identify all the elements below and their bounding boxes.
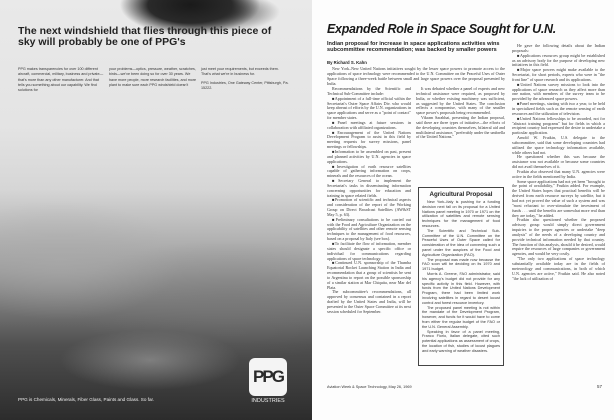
column-2 (416, 87, 505, 140)
byline: By Richard S. Kahn (327, 60, 367, 65)
paragraph: ■Panel meetings at future sessions in collaboration with affiliated organizations. (327, 119, 411, 130)
paragraph: The proposed panel meeting is not within the mandate of the Development Program, however, and funds for it would have to come from either the regular budget of the FAO or the U.N. General Assembly. (422, 305, 500, 329)
paragraph: New York–Italy is pushing for a funding decision next fall on its proposal for a United Nations panel meeting in 1970 or 1971 on the utilization of satellites and remote sensing techniques for the management of food resources. (422, 200, 500, 228)
paragraph: ■Appointment of a full-time official within the Secretariat's Outer Space Affairs Div. who would keep abreast of efforts by the U.N. organizations in space applications and serve as a "point of contact" for member states. (327, 95, 411, 121)
ad-text: just meet your requirements, but exceeds them. That's what we're in business for. (201, 67, 279, 77)
paragraph: ■Promotion of scientific and technical aspects and consideration of the report of the Working Group on Direct Broadcast Satellites (AW&ST May 5, p. 63). (327, 197, 411, 217)
paragraph: Frutkin also observed that many U.N. agencies were active in the fields mentioned by India. (512, 168, 605, 179)
paragraph: ■Investigation of earth resource satellites capable of gathering information on crops, minerals and the resources of the ocean. (327, 163, 411, 179)
lead-paragraph (327, 67, 505, 86)
column-3 (512, 44, 605, 281)
page-number: 57 (597, 384, 603, 389)
paragraph: ■Panel meetings, starting with two a year, to be held in specialized fields such as the remote sensing of earth resources and the utilization of television. (512, 101, 605, 116)
paragraph: Some space applications had not yet been "brought to the point of availability," Frutkin added. For example, the United States hopes that practical benefits will be derived from earth resource surveys by satellite, but it had not yet proved the value of such a system and was "most reluctant to over-stimulate the investment of funds . . . until the benefits are somewhat more real than they are today," he added. (512, 178, 605, 218)
ad-tagline: PPG is Chemicals, Minerals, Fiber Glass, Paints and Glass. So far. (18, 397, 155, 402)
column-1 (327, 87, 411, 315)
paragraph: ■Encouragement of the United Nations Development Program to assist in this field by meeting requests for survey missions, panel meetings or fellowships. (327, 129, 411, 150)
paragraph: It was debated whether a panel of experts and new technical assistance were required, as proposed by India, or whether existing machinery was sufficient, as suggested by the United States. The conclusion reflects a compromise, with many of the smaller space power's proposals being recommended. (416, 86, 505, 116)
ppg-logo-word: INDUSTRIES (251, 398, 285, 404)
ad-column-3 (201, 67, 289, 94)
paragraph: Recommendations by the Scientific and Technical Sub-Committee include: (327, 86, 411, 96)
paragraph: ■Major space powers might make available to the Secretariat, for short periods, experts who were in "the front line" of space research and its applications. (512, 67, 605, 82)
paragraph: Vikram Sarabhai, presenting the Indian proposal, said there are three types of initiative—the efforts of the developing countries themselves, bilateral aid and multilateral assistance, "preferably under the umbrella of the United Nations." (416, 115, 505, 140)
article-page (312, 0, 614, 420)
sidebar-title: Agricultural Proposal (429, 191, 493, 198)
agricultural-proposal-sidebar (418, 187, 504, 366)
paragraph: Speaking in favor of a panel meeting, Franco Fiorio, Italian delegate, cited such potential applications as assessment of crops, the location of fish, studies of locust plagues and early warning of weather disasters. (422, 329, 500, 353)
ad-text: PPG makes transparencies for over 100 different aircraft, commercial, military, business and private—that's more than any other manufacturer. And that tells you something about our capability. We find solutions for (18, 67, 104, 93)
publication-footer: Aviation Week & Space Technology, May 26, 1969 (327, 385, 412, 389)
ad-address: PPG Industries, One Gateway Center, Pittsburgh, Pa. 15222. (201, 80, 289, 90)
paragraph: Frutkin also questioned whether the proposed advisory group would simply direct government inquiries to the proper agencies or undertake "deep analysis" of the needs of a developing country and provide technical information needed by that country. The function of this analysis, should it be desired, would require the resources of large companies or government agencies, and would be very costly. (512, 217, 605, 257)
paragraph: "The only two applications of space technology substantially available today are in the fields of meteorology and communications, in both of which U.N. agencies are active," Frutkin said. He also noted "the lack of utilization of (512, 256, 605, 281)
paragraph: He gave the following details about the Indian proposals: (512, 43, 605, 53)
paragraph: ■United Nations survey missions to look into the applications of space research as they affect more than one nation, with members of the survey team to be provided by the advanced space powers. (512, 81, 605, 102)
article-headline: Expanded Role in Space Sought for U.N. (327, 22, 556, 36)
ppg-logo-mark: PPG (249, 358, 287, 396)
paragraph: Arnold W. Frutkin, U.S. delegate to the subcommittee, said that some developing countries had utilized the space technology information available, while others had not. (512, 135, 605, 155)
sidebar-body (422, 200, 500, 354)
paragraph: ■Continued U.N. sponsorship of the Thumba Equatorial Rocket Launching Station in India and recommendation that a group of scientists be sent to Argentina to report on the possible sponsorship of a similar station at Mar Chiquita, near Mar del Plata. (327, 260, 411, 290)
ad-text: your problems—optics, pressure, weather, scratches, birds—we've been doing so for over 30 years. We have more people, more research facilities, and more plant to make sure each PPG windshield doesn't (109, 67, 197, 87)
ppg-logo (246, 358, 290, 408)
paragraph: ■Information to be assembled on past, present and planned activities by U.N. agencies in space applications. (327, 148, 411, 164)
paragraph: ■Applications resources group might be established as an advisory body for the purpose of developing new initiatives in this field. (512, 52, 605, 68)
ad-column-1 (18, 67, 106, 96)
paragraph: ■United Nations fellowships to be awarded, not for "abstract training programs" but for fields in which a recipient country had expressed the desire to undertake a particular application. (512, 115, 605, 136)
ad-headline: The next windshield that flies through this piece of sky will probably be one of PPG's (18, 25, 272, 48)
ad-column-2 (109, 67, 197, 91)
paragraph: The subcommittee's recommendations, all approved by consensus and contained in a report drafted by the United States and India, will be presented to the Outer Space Committee at its next session scheduled for September. (327, 289, 411, 314)
paragraph: ■Secretary General to implement the Secretariat's tasks in disseminating information concerning opportunities for education and training in space related fields. (327, 178, 411, 198)
article-subhead: Indian proposal for increase in space applications activities wins subcommittee recommendation; was backed by smaller powers (327, 41, 500, 54)
paragraph: New York–New United Nations initiatives sought by the lesser space powers to promote access to the applications of space technology were recommended to the U.N. Committee on the Peaceful Uses of Outer Space following a three-week battle between small and large space powers over the proposal presented by India. (327, 66, 505, 86)
paragraph: Morris A. Greene, FAO administrator, said his agency's budget did not provide for any specific activity in this field. However, with funds from the United Nations Development Program, there had been limited work involving satellites in regard to desert locust control and forest resource inventory. (422, 271, 500, 305)
paragraph: He questioned whether this was because the assistance was not available or because some countries did not avail themselves of it. (512, 154, 605, 170)
paragraph: ■To facilitate the flow of information, member states should designate a specific office or individual for communications regarding applications of space technology. (327, 241, 411, 261)
paragraph: The proposal was made now because the FAO soon will be deciding on its 1970 and 1971 budget. (422, 257, 500, 272)
paragraph: ■Preliminary consultations to be carried out with the Food and Agriculture Organization on the applicability of satellites and other remote sensing techniques to the management of food resources, based on a proposal by Italy (see box). (327, 216, 411, 242)
paragraph: The Scientific and Technical Sub-Committee of the U.N. Committee on the Peaceful Uses of Outer Space called for consideration of the idea of convening such a panel under the auspices of the Food and Agriculture Organization (FAO). (422, 228, 500, 257)
